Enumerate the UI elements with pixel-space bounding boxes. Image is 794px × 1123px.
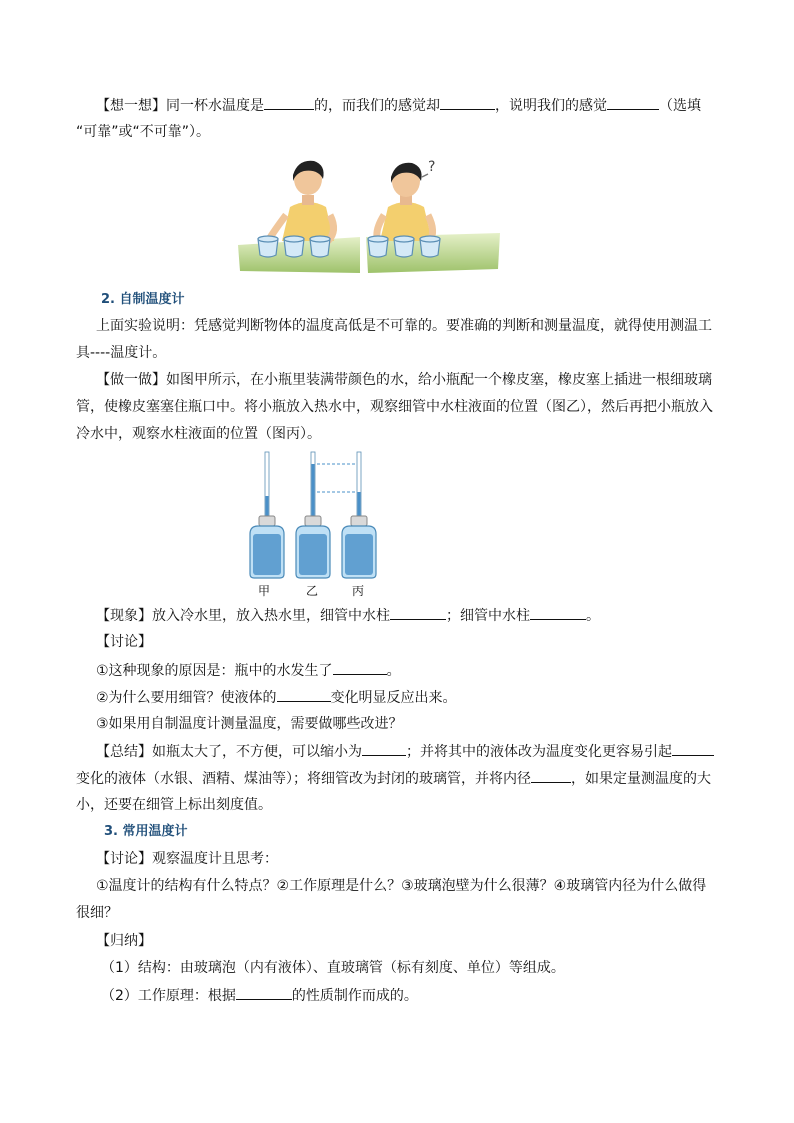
bottle-thermometer-figure <box>240 450 390 580</box>
caption-yi: 乙 <box>306 584 319 598</box>
conclude-item-1: （1）结构：由玻璃泡（内有液体）、直玻璃管（标有刻度、单位）等组成。 <box>101 960 565 976</box>
paragraph: 冷水中，观察水柱液面的位置（图丙）。 <box>76 426 321 442</box>
blank[interactable] <box>362 741 406 756</box>
question-3: ③如果用自制温度计测量温度，需要做哪些改进？ <box>96 716 403 732</box>
hand-cups-figure <box>238 155 500 273</box>
caption-jia: 甲 <box>258 584 271 598</box>
question-1: ①这种现象的原因是：瓶中的水发生了 。 <box>96 660 401 681</box>
boy-left <box>268 161 334 241</box>
cups-right <box>368 236 440 257</box>
blank[interactable] <box>440 95 495 110</box>
phenomenon-line: 【现象】放入冷水里，放入热水里，细管中水柱 ；细管中水柱 。 <box>96 605 600 626</box>
blank[interactable] <box>277 687 331 702</box>
paragraph: 【做一做】如图甲所示，在小瓶里装满带颜色的水，给小瓶配一个橡皮塞，橡皮塞上插进一根细玻璃 <box>96 372 712 388</box>
discuss-label: 【讨论】观察温度计且思考： <box>96 851 278 867</box>
blank[interactable] <box>236 985 292 1000</box>
svg-text:?: ? <box>428 159 436 175</box>
paragraph: 管，使橡皮塞塞住瓶口中。将小瓶放入热水中，观察细管中水柱液面的位置（图乙），然后再把小瓶放入 <box>76 399 713 415</box>
summary-line-3: 小，还要在细管上标出刻度值。 <box>76 797 272 813</box>
summary-line-1: 【总结】如瓶太大了，不方便，可以缩小为 ；并将其中的液体改为温度变化更容易引起 <box>96 741 714 762</box>
conclude-item-2: （2）工作原理：根据 的性质制作而成的。 <box>101 985 418 1006</box>
blank[interactable] <box>264 95 314 110</box>
conclude-label: 【归纳】 <box>96 933 152 949</box>
think-line-2: “可靠”或“不可靠”）。 <box>76 124 211 140</box>
paragraph: 具----温度计。 <box>76 345 167 361</box>
summary-line-2: 变化的液体（水银、酒精、煤油等）；将细管改为封闭的玻璃管，并将内径 ，如果定量测温度的大 <box>76 768 711 789</box>
cups-left <box>258 236 330 257</box>
question-line-2: 很细？ <box>76 905 118 921</box>
blank[interactable] <box>530 605 586 620</box>
caption-bing: 丙 <box>352 584 365 598</box>
blank[interactable] <box>531 768 571 783</box>
blank[interactable] <box>333 660 387 675</box>
bottle-bing <box>342 452 376 578</box>
boy-right <box>377 159 436 241</box>
discuss-label: 【讨论】 <box>96 634 152 650</box>
section-3-title: 3. 常用温度计 <box>104 824 188 839</box>
question-2: ②为什么要用细管？使液体的 变化明显反应出来。 <box>96 687 457 708</box>
blank[interactable] <box>672 741 714 756</box>
question-line-1: ①温度计的结构有什么特点？②工作原理是什么？③玻璃泡壁为什么很薄？④玻璃管内径为什么做得 <box>96 878 707 894</box>
bottle-jia <box>250 452 284 578</box>
blank[interactable] <box>607 95 659 110</box>
bottle-yi <box>296 452 330 578</box>
blank[interactable] <box>390 605 446 620</box>
paragraph: 上面实验说明：凭感觉判断物体的温度高低是不可靠的。要准确的判断和测量温度，就得使用测温工 <box>96 318 712 334</box>
think-line-1: 【想一想】同一杯水温度是 的，而我们的感觉却 ，说明我们的感觉 （选填 <box>96 95 701 116</box>
section-2-title: 2. 自制温度计 <box>101 292 185 307</box>
